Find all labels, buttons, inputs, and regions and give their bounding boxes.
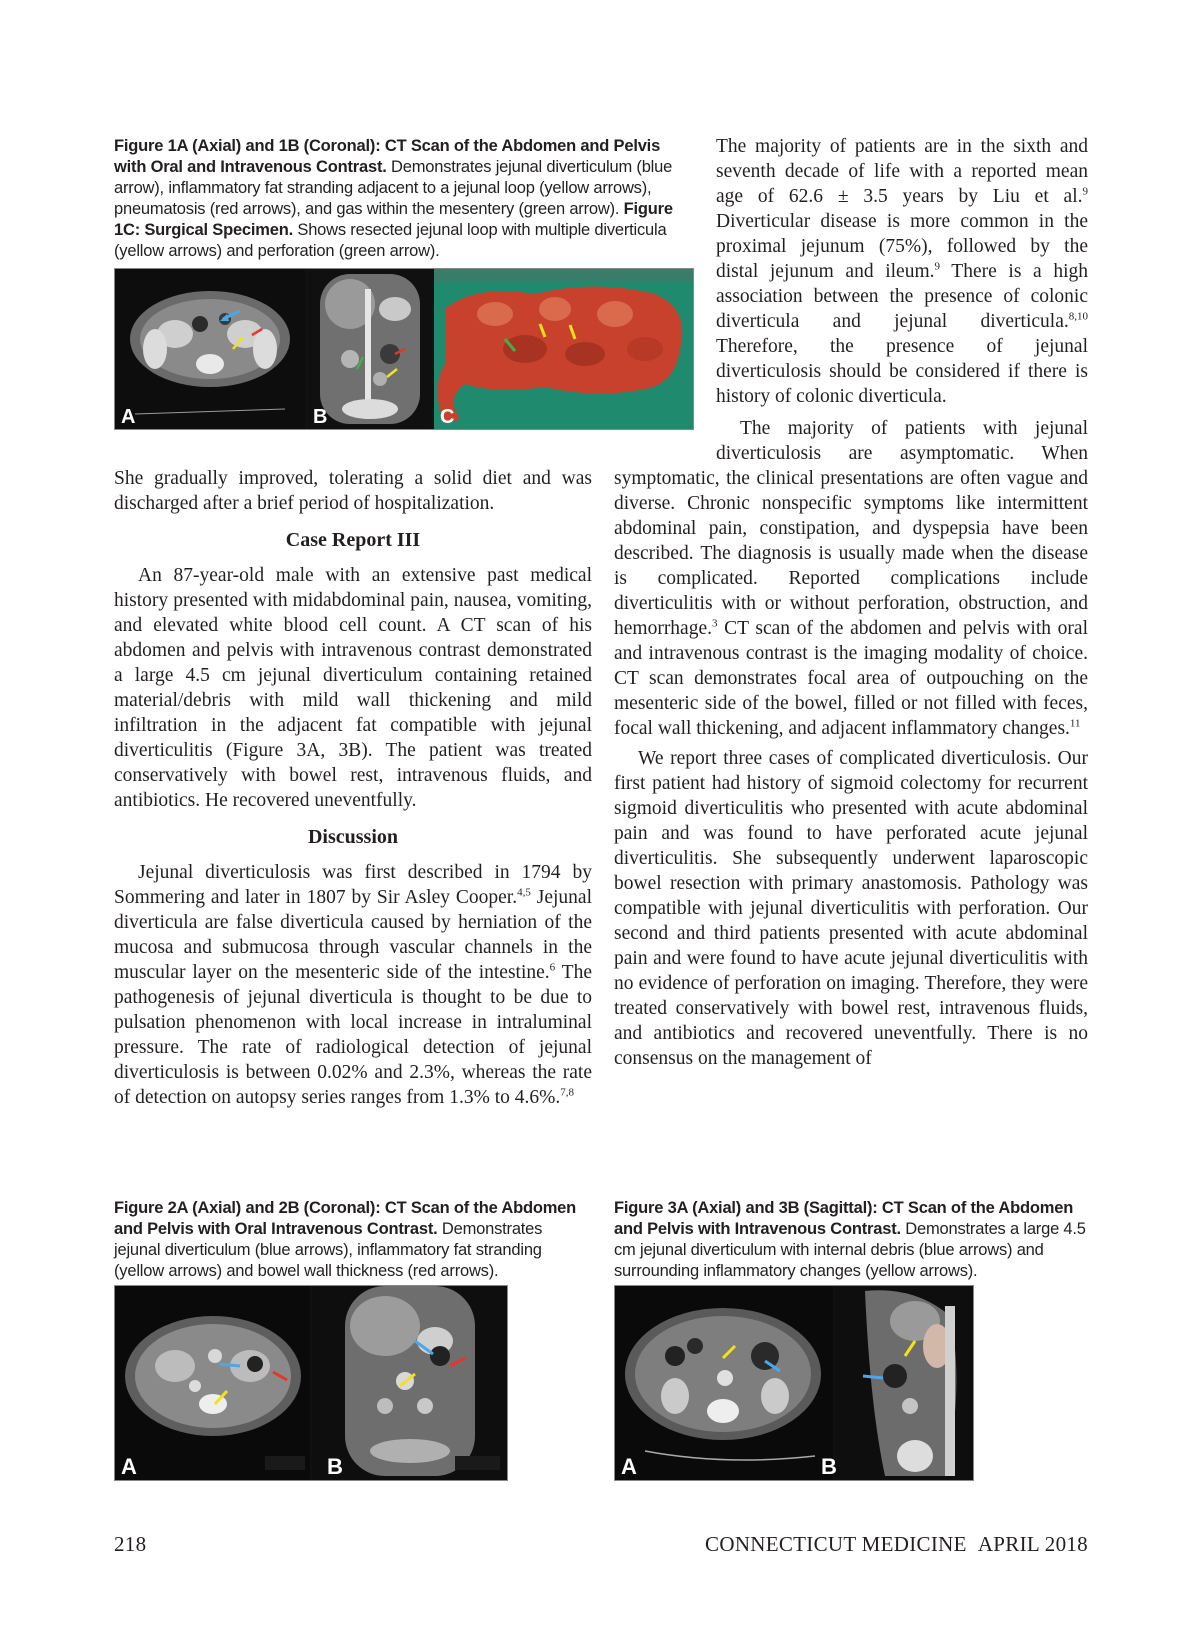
epidemiology-paragraph — [716, 134, 1088, 409]
epidemiology-text-3: There is a high association between the presence of colonic diverticula and jejunal diverticula. — [716, 261, 1089, 332]
text-wrap-spacer — [614, 416, 716, 466]
figure1-panel-label-c: C — [440, 406, 455, 428]
case2-conclusion-paragraph: She gradually improved, tolerating a solid diet and was discharged after a brief period of hospitalization. — [114, 468, 592, 514]
right-column-top — [716, 134, 1088, 409]
figure1c-caption-title: Figure 1C: Surgical Specimen. — [114, 200, 673, 239]
presentation-text-2: CT scan of the abdomen and pelvis with oral and intravenous contrast is the imaging modality of choice. CT scan demonstrates focal area of outpouching on the mesenteric side of the bowel, filled or not filled with feces, focal wall thickening, and adjacent inflammatory changes. — [614, 618, 1088, 739]
journal-name: CONNECTICUT MEDICINE — [705, 1532, 967, 1556]
figure2a-ct-axial — [115, 1286, 310, 1480]
figure1b-ct-coronal — [308, 269, 431, 429]
figure2-caption-title: Figure 2A (Axial) and 2B (Coronal): CT Scan of the Abdomen and Pelvis with Oral Intravenous Contrast. — [114, 1199, 577, 1238]
figure2-panel-label-a: A — [121, 1454, 137, 1479]
figure3-panel-label-a: A — [621, 1454, 637, 1479]
citation-ref: 6 — [549, 961, 556, 974]
figure1-panel-label-a: A — [121, 406, 136, 428]
page-number: 218 — [114, 1532, 147, 1556]
epidemiology-text-4: Therefore, the presence of jejunal diverticulosis should be considered if there is history of colonic diverticula. — [716, 336, 1088, 407]
citation-ref: 7,8 — [560, 1086, 574, 1099]
discussion-text-1: Jejunal diverticulosis was first described in 1794 by Sommering and later in 1807 by Sir Asley Cooper. — [114, 862, 592, 908]
discussion-paragraph — [114, 860, 592, 1110]
figure1c-caption-body: Shows resected jejunal loop with multiple diverticula (yellow arrows) and perforation (green arrow). — [114, 221, 667, 260]
discussion-text-2: Jejunal diverticula are false diverticula caused by herniation of the mucosa and submucosa through vascular channels in the muscular layer on the mesenteric side of the intestine. — [114, 887, 593, 983]
presentation-text-1: The majority of patients with jejunal diverticulosis are asymptomatic. When symptomatic, the clinical presentations are often vague and diverse. Chronic nonspecific symptoms like intermittent abdominal pain, constipation, and dyspepsia have been described. The diagnosis is usually made when the disease is complicated. Reported complications include diverticulitis with or without perforation, obstruction, and hemorrhage. — [614, 418, 1088, 639]
left-column — [114, 466, 592, 1110]
figure3b-ct-sagittal — [835, 1286, 973, 1480]
figure1a-ct-axial — [115, 269, 305, 429]
figure3a-ct-axial — [615, 1286, 833, 1480]
figure3-caption — [614, 1198, 1088, 1282]
case-report-3-paragraph: An 87-year-old male with an extensive past medical history presented with midabdominal pain, nausea, vomiting, and elevated white blood cell count. A CT scan of his abdomen and pelvis with intravenous contrast demonstrated a large 4.5 cm jejunal diverticulum containing retained material/debris with mild wall thickening and mild infiltration in the adjacent fat compatible with jejunal diverticulitis (Figure 3A, 3B). The patient was treated conservatively with bowel rest, intravenous fluids, and antibiotics. He recovered uneventfully. — [114, 565, 592, 811]
citation-ref: 3 — [712, 617, 718, 630]
citation-ref: 4,5 — [517, 886, 531, 899]
discussion-text-3: The pathogenesis of jejunal diverticula is thought to be due to pulsation phenomenon with local increase in intraluminal pressure. The rate of radiological detection of jejunal diverticulosis is between 0.02% and 2.3%, whereas the rate of detection on autopsy series ranges from 1.3% to 4.6%. — [114, 962, 592, 1108]
right-column-body — [614, 416, 1088, 1071]
figure2b-ct-coronal — [312, 1286, 507, 1480]
case-report-3-heading: Case Report III — [285, 529, 421, 551]
case-summary-paragraph: We report three cases of complicated diverticulosis. Our first patient had history of sigmoid colectomy for recurrent sigmoid diverticulitis who presented with acute abdominal pain and was found to have perforated acute jejunal diverticulitis. She subsequently underwent laparoscopic bowel resection with primary anastomosis. Pathology was compatible with jejunal diverticulitis with perforation. Our second and third patients presented with acute abdominal pain and were found to have acute jejunal diverticulitis with no evidence of perforation on imaging. Therefore, they were treated conservatively with bowel rest, intravenous fluids, and antibiotics and recovered uneventfully. There is no consensus on the management of — [614, 748, 1088, 1069]
figure3-caption-body: Demonstrates a large 4.5 cm jejunal diverticulum with internal debris (blue arrows) and surrounding inflammatory changes (yellow arrows). — [614, 1220, 1086, 1280]
citation-ref: 8,10 — [1068, 310, 1088, 323]
running-footer — [672, 1532, 1088, 1557]
figure3-image — [614, 1285, 974, 1481]
figure2-panel-label-b: B — [327, 1454, 343, 1479]
figure1-caption — [114, 136, 692, 262]
discussion-heading: Discussion — [307, 826, 399, 848]
figure2-image — [114, 1285, 508, 1481]
figure2-caption — [114, 1198, 592, 1282]
epidemiology-text-1: The majority of patients are in the sixth and seventh decade of life with a reported mean age of 62.6 ± 3.5 years by Liu et al. — [716, 136, 1088, 207]
figure1-panel-label-b: B — [313, 406, 328, 428]
figure3-caption-title: Figure 3A (Axial) and 3B (Sagittal): CT Scan of the Abdomen and Pelvis with Intravenous Contrast. — [614, 1199, 1074, 1238]
figure1-caption-body: Demonstrates jejunal diverticulum (blue arrow), inflammatory fat stranding adjacent to a jejunal loop (yellow arrows), pneumatosis (red arrows), and gas within the mesentery (green arrow). — [114, 158, 673, 218]
figure1c-surgical-specimen — [434, 269, 693, 429]
figure3-panel-label-b: B — [821, 1454, 837, 1479]
journal-issue: APRIL 2018 — [977, 1532, 1088, 1556]
figure1-image — [114, 268, 694, 430]
citation-ref: 9 — [1082, 185, 1088, 198]
figure1-caption-title: Figure 1A (Axial) and 1B (Coronal): CT Scan of the Abdomen and Pelvis with Oral and Intravenous Contrast. — [114, 137, 661, 176]
citation-ref: 11 — [1069, 717, 1081, 730]
epidemiology-text-2: Diverticular disease is more common in the proximal jejunum (75%), followed by the distal jejunum and ileum. — [716, 211, 1088, 282]
figure2-caption-body: Demonstrates jejunal diverticulum (blue arrows), inflammatory fat stranding (yellow arrows) and bowel wall thickness (red arrows). — [114, 1220, 543, 1280]
citation-ref: 9 — [934, 260, 941, 273]
